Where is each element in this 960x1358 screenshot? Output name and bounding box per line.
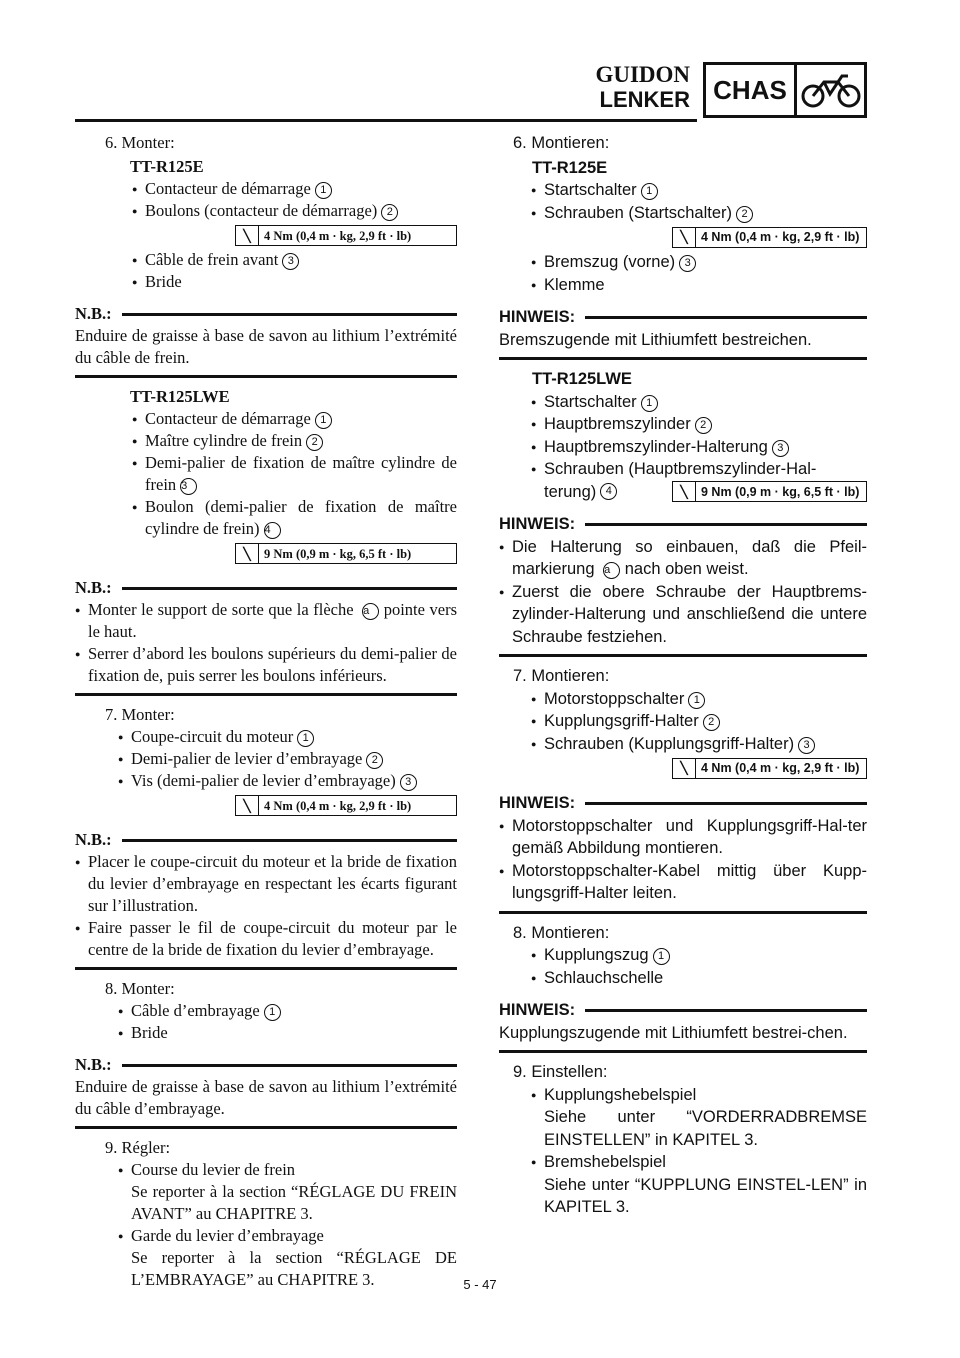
hinweis-end-rule: [499, 654, 867, 657]
header-title-fr: GUIDON: [595, 62, 690, 87]
hinweis-header: [499, 306, 867, 329]
fr-item-text: Bride: [145, 272, 182, 291]
torque-spec: [672, 481, 867, 502]
fr-item-text: Câble d’embrayage: [131, 1001, 260, 1020]
header-title-de: LENKER: [599, 87, 690, 112]
de-item-text: Schrauben (Startschalter): [544, 203, 733, 222]
de-item-text: Klemme: [544, 275, 605, 294]
hinweis-end-rule: [499, 911, 867, 914]
torque-wrench-icon: ╲: [236, 226, 259, 245]
torque-value: 4 Nm (0,4 m · kg, 2,9 ft · lb): [264, 798, 412, 813]
callout-marker: 2: [736, 206, 753, 223]
hinweis-item: ● Motorstoppschalter und Kupplungsgriff-Hal-ter gemäß Abbildung montieren.: [512, 815, 867, 860]
page-number: 5 - 47: [463, 1277, 497, 1292]
nb-end-rule: [75, 693, 457, 696]
fr-step-6-title: 6. Monter:: [105, 133, 175, 152]
fr-item: [145, 178, 457, 200]
callout-marker: 1: [315, 182, 332, 199]
callout-marker: 3: [679, 255, 696, 272]
fr-model-ttr125e: TT-R125E: [130, 157, 204, 176]
torque-spec: [672, 227, 867, 248]
callout-marker-a: a: [362, 603, 379, 620]
fr-item-text: Boulon (demi-palier de fixation de maître cylindre de frein): [145, 497, 457, 538]
hinweis-item-text: Die Halterung so einbauen, daß die Pfeil-markierung: [512, 537, 867, 578]
section-badge: [703, 62, 867, 118]
fr-item-text: Demi-palier de levier d’embrayage: [131, 749, 363, 768]
column-french: [75, 128, 457, 1291]
fr-item-text: Contacteur de démarrage: [145, 409, 311, 428]
torque-spec: [235, 543, 457, 564]
torque-value: 9 Nm (0,9 m · kg, 6,5 ft · lb): [701, 484, 860, 499]
callout-marker: 3: [282, 253, 299, 270]
de-item-text: terung): [544, 482, 597, 501]
torque-spec: [235, 225, 457, 246]
callout-marker: 1: [264, 1004, 281, 1021]
nb-end-rule: [75, 1126, 457, 1129]
torque-spec: [235, 795, 457, 816]
callout-marker: 2: [306, 434, 323, 451]
de-model-ttr125lwe: TT-R125LWE: [532, 370, 632, 388]
de-item: ● Bremshebelspiel: [544, 1151, 867, 1174]
nb-item: [88, 599, 457, 643]
hinweis-label: HINWEIS:: [499, 1001, 576, 1019]
callout-marker: 1: [315, 412, 332, 429]
fr-step-8-title: 8. Monter:: [105, 979, 175, 998]
de-reference: Siehe unter “VORDERRADBREMSE EINSTELLEN” in KAPITEL 3.: [544, 1108, 867, 1149]
nb-header: [75, 1054, 457, 1076]
motorcycle-icon: [797, 65, 864, 115]
callout-marker: 2: [703, 714, 720, 731]
de-reference: Siehe unter “KUPPLUNG EINSTEL-LEN” in KAPITEL 3.: [544, 1175, 867, 1216]
de-item-text: Bremszug (vorne): [544, 253, 676, 271]
hinweis-header: [499, 999, 867, 1022]
hinweis-text: Kupplungszugende mit Lithiumfett bestrei-chen.: [499, 1023, 848, 1042]
nb-item: ● Serrer d’abord les boulons supérieurs du demi-palier de fixation de, puis serrer les boulons inférieurs.: [88, 643, 457, 687]
hinweis-label: HINWEIS:: [499, 308, 576, 326]
de-step-7-title: 7. Montieren:: [513, 667, 610, 685]
de-item-text: Hauptbremszylinder-Halterung: [544, 437, 768, 456]
fr-item-text: Bride: [131, 1023, 168, 1042]
callout-marker: 3: [772, 440, 789, 457]
callout-marker: 4: [264, 522, 281, 539]
fr-item-text: Demi-palier de fixation de maître cylindre de frein: [145, 453, 457, 494]
hinweis-item: ● Zuerst die obere Schraube der Hauptbrems-zylinder-Halterung und anschließend die untere Schraube festziehen.: [512, 581, 867, 649]
fr-item: [131, 1000, 457, 1022]
hinweis-item: [512, 536, 867, 581]
de-item-text: Schlauchschelle: [544, 968, 664, 987]
fr-item-text: Boulons (contacteur de démarrage): [145, 201, 378, 220]
de-step-8-title: 8. Montieren:: [513, 923, 610, 942]
callout-marker: 3: [798, 737, 815, 754]
nb-item-text: Monter le support de sorte que la flèche: [88, 600, 354, 619]
nb-end-rule: [75, 375, 457, 378]
de-item: [544, 413, 867, 436]
fr-reference: Se reporter à la section “RÉGLAGE DE L’EMBRAYAGE” au CHAPITRE 3.: [131, 1248, 457, 1289]
nb-label: N.B.:: [75, 1055, 112, 1074]
nb-item: ● Placer le coupe-circuit du moteur et la bride de fixation du levier d’embrayage en respectant les écarts figurant sur l’illustration.: [88, 851, 457, 917]
de-item-cont: [544, 481, 867, 504]
torque-wrench-icon: ╲: [236, 796, 259, 815]
fr-item: [131, 1022, 457, 1044]
fr-item: [131, 748, 457, 770]
de-item: [544, 179, 867, 202]
torque-value: 4 Nm (0,4 m · kg, 2,9 ft · lb): [701, 761, 860, 776]
de-item: [544, 251, 867, 274]
callout-marker: 3: [400, 774, 417, 791]
nb-header: [75, 829, 457, 851]
fr-item: ● Course du levier de frein: [131, 1159, 457, 1181]
hinweis-text: Bremszugende mit Lithiumfett bestreichen.: [499, 330, 812, 349]
fr-item-text: Vis (demi-palier de levier d’embrayage): [131, 771, 396, 790]
fr-step-9-title: 9. Régler:: [105, 1138, 171, 1157]
nb-header: [75, 303, 457, 325]
torque-wrench-icon: ╲: [673, 482, 696, 501]
de-item: [544, 202, 867, 225]
callout-marker: 1: [641, 395, 658, 412]
fr-item: [145, 452, 457, 496]
de-item: [544, 391, 867, 414]
nb-text: Enduire de graisse à base de savon au lithium l’extrémité du câble de frein.: [75, 326, 457, 367]
nb-item-text: pointe vers le haut.: [88, 600, 457, 641]
hinweis-header: [499, 513, 867, 536]
fr-step-7-title: 7. Monter:: [105, 705, 175, 724]
callout-marker: 2: [366, 752, 383, 769]
de-step-9-title: 9. Einstellen:: [513, 1063, 608, 1081]
fr-item: [131, 770, 457, 792]
de-item: [544, 688, 867, 711]
de-item: ● Kupplungshebelspiel: [544, 1084, 867, 1107]
callout-marker: 1: [688, 692, 705, 709]
section-badge-label: CHAS: [706, 65, 797, 115]
header-rule: [75, 119, 697, 122]
callout-marker-a: a: [603, 562, 620, 579]
de-item: ● Schrauben (Hauptbremszylinder-Hal-: [544, 458, 867, 481]
hinweis-item: ● Motorstoppschalter-Kabel mittig über Kupp-lungsgriff-Halter leiten.: [512, 860, 867, 905]
fr-item-text: Câble de frein avant: [145, 250, 279, 269]
hinweis-label: HINWEIS:: [499, 794, 576, 812]
callout-marker: 1: [653, 948, 670, 965]
de-model-ttr125e: TT-R125E: [532, 158, 608, 177]
de-item: [544, 274, 867, 297]
callout-marker: 3: [180, 478, 197, 495]
hinweis-end-rule: [499, 357, 867, 360]
torque-value: 9 Nm (0,9 m · kg, 6,5 ft · lb): [264, 546, 412, 561]
fr-reference: Se reporter à la section “RÉGLAGE DU FREIN AVANT” au CHAPITRE 3.: [131, 1182, 457, 1223]
nb-text: Enduire de graisse à base de savon au lithium l’extrémité du câble d’embrayage.: [75, 1077, 457, 1118]
callout-marker: 1: [641, 183, 658, 200]
de-item: [544, 710, 867, 733]
nb-label: N.B.:: [75, 830, 112, 849]
hinweis-label: HINWEIS:: [499, 515, 576, 533]
callout-marker: 2: [381, 204, 398, 221]
torque-value: 4 Nm (0,4 m · kg, 2,9 ft · lb): [264, 228, 412, 243]
fr-item: [145, 249, 457, 271]
fr-item: ● Garde du levier d’embrayage: [131, 1225, 457, 1247]
de-item: [544, 436, 867, 459]
nb-item: ● Faire passer le fil de coupe-circuit du moteur par le centre de la bride de fixation du levier d’embrayage.: [88, 917, 457, 961]
torque-wrench-icon: ╲: [673, 759, 696, 778]
nb-label: N.B.:: [75, 304, 112, 323]
fr-item-text: Coupe-circuit du moteur: [131, 727, 294, 746]
de-item: [544, 944, 867, 967]
de-item-text: Hauptbremszylinder: [544, 415, 691, 433]
fr-model-ttr125lwe: TT-R125LWE: [130, 387, 230, 406]
fr-item: [145, 200, 457, 222]
fr-item: [145, 408, 457, 430]
hinweis-end-rule: [499, 1050, 867, 1053]
de-item: [544, 967, 867, 990]
torque-value: 4 Nm (0,4 m · kg, 2,9 ft · lb): [701, 230, 860, 245]
hinweis-item-text: nach oben weist.: [624, 560, 749, 578]
callout-marker: 2: [695, 417, 712, 434]
fr-item: [145, 271, 457, 293]
callout-marker: 1: [297, 730, 314, 747]
fr-item-text: Maître cylindre de frein: [145, 431, 303, 450]
nb-end-rule: [75, 967, 457, 970]
hinweis-header: [499, 792, 867, 815]
de-step-6-title: 6. Montieren:: [513, 134, 610, 152]
de-item: [544, 733, 867, 756]
de-item-text: Startschalter: [544, 181, 637, 199]
torque-wrench-icon: ╲: [236, 544, 259, 563]
fr-item: [145, 430, 457, 452]
torque-spec: [672, 758, 867, 779]
fr-item-text: Contacteur de démarrage: [145, 179, 311, 198]
nb-header: [75, 577, 457, 599]
column-german: [499, 128, 867, 1219]
de-item-text: Schrauben (Kupplungsgriff-Halter): [544, 734, 795, 753]
de-item-text: Startschalter: [544, 392, 637, 411]
fr-item: [145, 496, 457, 540]
de-item-text: Kupplungszug: [544, 946, 649, 964]
de-item-text: Kupplungsgriff-Halter: [544, 712, 699, 730]
de-item-text: Motorstoppschalter: [544, 689, 685, 708]
nb-label: N.B.:: [75, 578, 112, 597]
torque-wrench-icon: ╲: [673, 228, 696, 247]
fr-item: [131, 726, 457, 748]
callout-marker: 4: [600, 483, 617, 500]
